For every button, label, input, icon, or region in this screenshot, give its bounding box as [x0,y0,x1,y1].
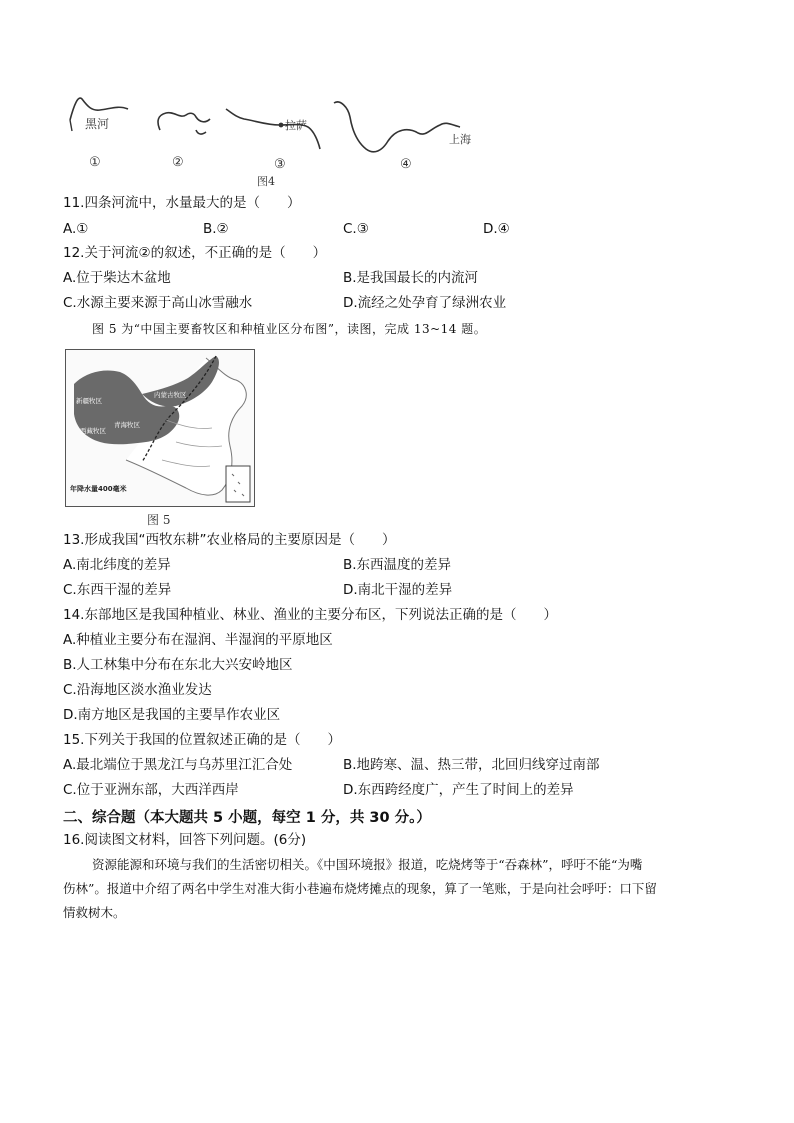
q12-option-b: B.是我国最长的内流河 [343,270,479,286]
river-number-2: ② [172,155,184,170]
q13-option-a: A.南北纬度的差异 [63,557,171,573]
figure-4 [0,85,794,190]
q12-option-d: D.流经之处孕育了绿洲农业 [343,295,507,311]
river-4-line [334,102,460,152]
q16-paragraph-line-1: 资源能源和环境与我们的生活密切相关。《中国环境报》报道，吃烧烤等于“吞森林”，呼吁不能“为嘴 [92,857,643,872]
river-2-line [158,113,210,134]
label-tibet-pastoral: 西藏牧区 [80,427,106,435]
river-label-lhasa: 拉萨 [285,119,307,132]
river-1-line-b [70,120,72,131]
q16-paragraph-line-2: 伤林”。报道中介绍了两名中学生对准大街小巷遍布烧烤摊点的现象，算了一笔账，于是向社会呼吁：口下留 [63,881,657,896]
q14-option-b: B.人工林集中分布在东北大兴安岭地区 [63,657,293,673]
river-number-3: ③ [274,157,286,172]
q13-stem: 13.形成我国“西牧东耕”农业格局的主要原因是（ ） [63,532,396,548]
q12-stem: 12.关于河流②的叙述，不正确的是（ ） [63,245,327,261]
q11-stem: 11.四条河流中，水量最大的是（ ） [63,195,301,211]
q15-option-a: A.最北端位于黑龙江与乌苏里江汇合处 [63,757,293,773]
q14-stem: 14.东部地区是我国种植业、林业、渔业的主要分布区，下列说法正确的是（ ） [63,607,557,623]
q14-option-d: D.南方地区是我国的主要旱作农业区 [63,707,281,723]
q13-option-c: C.东西干湿的差异 [63,582,172,598]
river-label-heihe: 黑河 [85,117,110,131]
q13-option-d: D.南北干湿的差异 [343,582,453,598]
section-2-heading: 二、综合题（本大题共 5 小题，每空 1 分，共 30 分。） [63,810,431,826]
q16-paragraph-line-3: 情救树木。 [63,905,126,920]
q11-option-b: B.② [203,221,229,237]
q15-stem: 15.下列关于我国的位置叙述正确的是（ ） [63,732,341,748]
river-label-shanghai: 上海 [449,133,471,146]
q13-option-b: B.东西温度的差异 [343,557,452,573]
q11-option-c: C.③ [343,221,369,237]
river-number-1: ① [89,155,101,170]
q14-option-a: A.种植业主要分布在湿润、半湿润的平原地区 [63,632,333,648]
label-xinjiang-pastoral: 新疆牧区 [76,397,102,405]
q14-option-c: C.沿海地区淡水渔业发达 [63,682,212,698]
river-number-4: ④ [400,157,412,172]
q16-stem: 16.阅读图文材料，回答下列问题。(6分) [63,832,307,848]
figure-5-map [65,349,255,507]
q15-option-d: D.东西跨经度广，产生了时间上的差异 [343,782,574,798]
isohyet-label: 年降水量400毫米 [70,485,127,493]
figure-5-caption: 图 5 [147,513,171,527]
q15-option-b: B.地跨寒、温、热三带，北回归线穿过南部 [343,757,600,773]
figure-4-caption: 图4 [257,175,275,188]
q12-option-c: C.水源主要来源于高山冰雪融水 [63,295,253,311]
intro-13-14: 图 5 为“中国主要畜牧区和种植业区分布图”，读图，完成 13~14 题。 [92,322,487,336]
south-china-sea-inset [226,466,250,502]
q11-option-a: A.① [63,221,89,237]
label-qinghai-pastoral: 青海牧区 [114,421,140,429]
lhasa-point [279,123,284,128]
river-sketches [0,85,794,190]
q11-option-d: D.④ [483,221,510,237]
q15-option-c: C.位于亚洲东部，大西洋西岸 [63,782,239,798]
label-inner-mongolia-pastoral: 内蒙古牧区 [154,391,187,399]
q12-option-a: A.位于柴达木盆地 [63,270,171,286]
